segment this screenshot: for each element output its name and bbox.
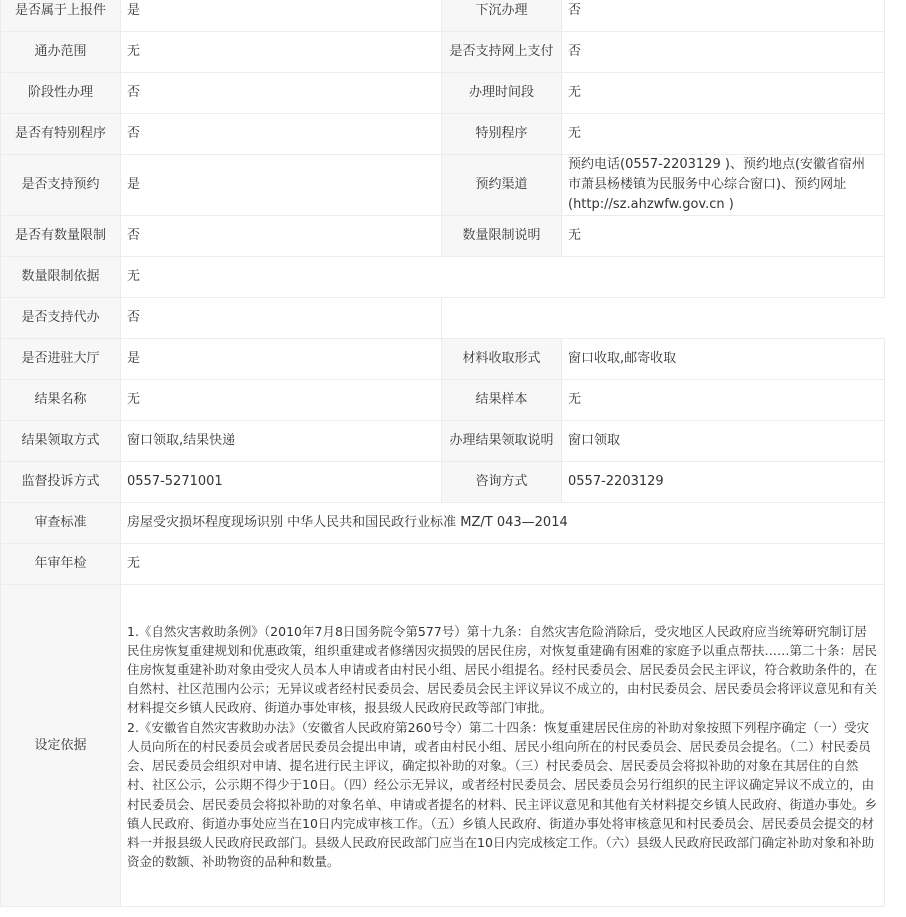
table-row (1, 155, 885, 216)
table-row (1, 503, 885, 544)
label-cell: 阶段性办理 (1, 73, 121, 114)
label-cell: 数量限制说明 (442, 216, 562, 257)
table-row (1, 257, 885, 298)
complaint-phone: 0557-5271001 (121, 462, 442, 503)
value-cell: 无 (562, 114, 885, 155)
legal-basis-paragraph: 2.《安徽省自然灾害救助办法》（安徽省人民政府第260号令）第二十四条：恢复重建居民住房的补助对象按照下列程序确定（一）受灾人员向所在的村民委员会或者居民委员会提出申请，或者由村民小组、居民小组向所在的村民委员会、居民委员会提名。（二）村民委员会、居民委员会组织对申请、提名进行民主评议，确定拟补助的对象。（三）村民委员会、居民委员会将拟补助的对象在其居住的自然村、社区公示，公示期不得少于10日。（四）经公示无异议，或者经村民委员会、居民委员会另行组织的民主评议确定异议不成立的，由村民委员会、居民委员会将拟补助的对象名单、申请或者提名的材料、民主评议意见和其他有关材料提交乡镇人民政府、街道办事处。乡镇人民政府、街道办事处应当在10日内完成审核工作。（五）乡镇人民政府、街道办事处将审核意见和村民委员会、居民委员会提交的材料一并报县级人民政府民政部门。县级人民政府民政部门应当在10日内完成核定工作。（六）县级人民政府民政部门确定补助对象和补助资金的数额、补助物资的品种和数量。 (127, 719, 878, 870)
label-cell: 监督投诉方式 (1, 462, 121, 503)
value-cell: 否 (121, 114, 442, 155)
consult-phone: 0557-2203129 (562, 462, 885, 503)
table-row (1, 339, 885, 380)
table-row (1, 585, 885, 907)
table-row (1, 421, 885, 462)
label-cell: 年审年检 (1, 544, 121, 585)
table-row (1, 544, 885, 585)
booking-channel-value: 预约电话(0557-2203129 )、预约地点(安徽省宿州市萧县杨楼镇为民服务中心综合窗口)、预约网址(http://sz.ahzwfw.gov.cn ) (562, 155, 885, 216)
value-cell: 是 (121, 0, 442, 32)
page-margin (886, 0, 906, 917)
review-standard-value: 房屋受灾损坏程度现场识别 中华人民共和国民政行业标准 MZ/T 043—2014 (121, 503, 885, 544)
value-cell: 无 (121, 380, 442, 421)
table-row (1, 462, 885, 503)
value-cell: 窗口领取,结果快递 (121, 421, 442, 462)
empty-cell (442, 298, 885, 339)
value-cell: 窗口领取 (562, 421, 885, 462)
value-cell: 是 (121, 339, 442, 380)
label-cell: 是否有数量限制 (1, 216, 121, 257)
label-cell: 办理时间段 (442, 73, 562, 114)
value-cell: 是 (121, 155, 442, 216)
table-row (1, 380, 885, 421)
value-cell: 无 (562, 216, 885, 257)
label-cell: 预约渠道 (442, 155, 562, 216)
table-row (1, 114, 885, 155)
value-cell: 否 (121, 216, 442, 257)
label-cell: 是否有特别程序 (1, 114, 121, 155)
value-cell: 无 (562, 380, 885, 421)
value-cell: 否 (121, 298, 442, 339)
value-cell: 否 (121, 73, 442, 114)
table-row (1, 298, 885, 339)
value-cell: 无 (562, 73, 885, 114)
legal-basis-value (121, 585, 885, 907)
label-cell: 咨询方式 (442, 462, 562, 503)
table-row (1, 216, 885, 257)
value-cell: 无 (121, 544, 885, 585)
value-cell: 否 (562, 32, 885, 73)
label-cell: 材料收取形式 (442, 339, 562, 380)
value-cell: 窗口收取,邮寄收取 (562, 339, 885, 380)
label-cell: 是否属于上报件 (1, 0, 121, 32)
label-cell: 是否支持代办 (1, 298, 121, 339)
label-cell: 数量限制依据 (1, 257, 121, 298)
value-cell: 无 (121, 257, 885, 298)
value-cell: 无 (121, 32, 442, 73)
legal-basis-paragraph: 1.《自然灾害救助条例》（2010年7月8日国务院令第577号）第十九条：自然灾害危险消除后，受灾地区人民政府应当统筹研究制订居民住房恢复重建规划和优惠政策，组织重建或者修缮因灾损毁的居民住房，对恢复重建确有困难的家庭予以重点帮扶……第二十条：居民住房恢复重建补助对象由受灾人员本人申请或者由村民小组、居民小组提名。经村民委员会、居民委员会民主评议，符合救助条件的，在自然村、社区范围内公示；无异议或者经村民委员会、居民委员会民主评议异议不成立的，由村民委员会、居民委员会将评议意见和有关材料提交乡镇人民政府、街道办事处审核，报县级人民政府民政等部门审批。 (127, 623, 878, 716)
label-cell: 特别程序 (442, 114, 562, 155)
value-cell: 否 (562, 0, 885, 32)
label-cell: 是否进驻大厅 (1, 339, 121, 380)
label-cell: 通办范围 (1, 32, 121, 73)
table-row (1, 32, 885, 73)
table-row (1, 0, 885, 32)
label-cell: 办理结果领取说明 (442, 421, 562, 462)
label-cell: 是否支持预约 (1, 155, 121, 216)
label-cell: 下沉办理 (442, 0, 562, 32)
label-cell: 结果名称 (1, 380, 121, 421)
table-row (1, 73, 885, 114)
label-cell: 审查标准 (1, 503, 121, 544)
label-cell: 结果领取方式 (1, 421, 121, 462)
label-cell: 是否支持网上支付 (442, 32, 562, 73)
label-cell: 设定依据 (1, 585, 121, 907)
label-cell: 结果样本 (442, 380, 562, 421)
